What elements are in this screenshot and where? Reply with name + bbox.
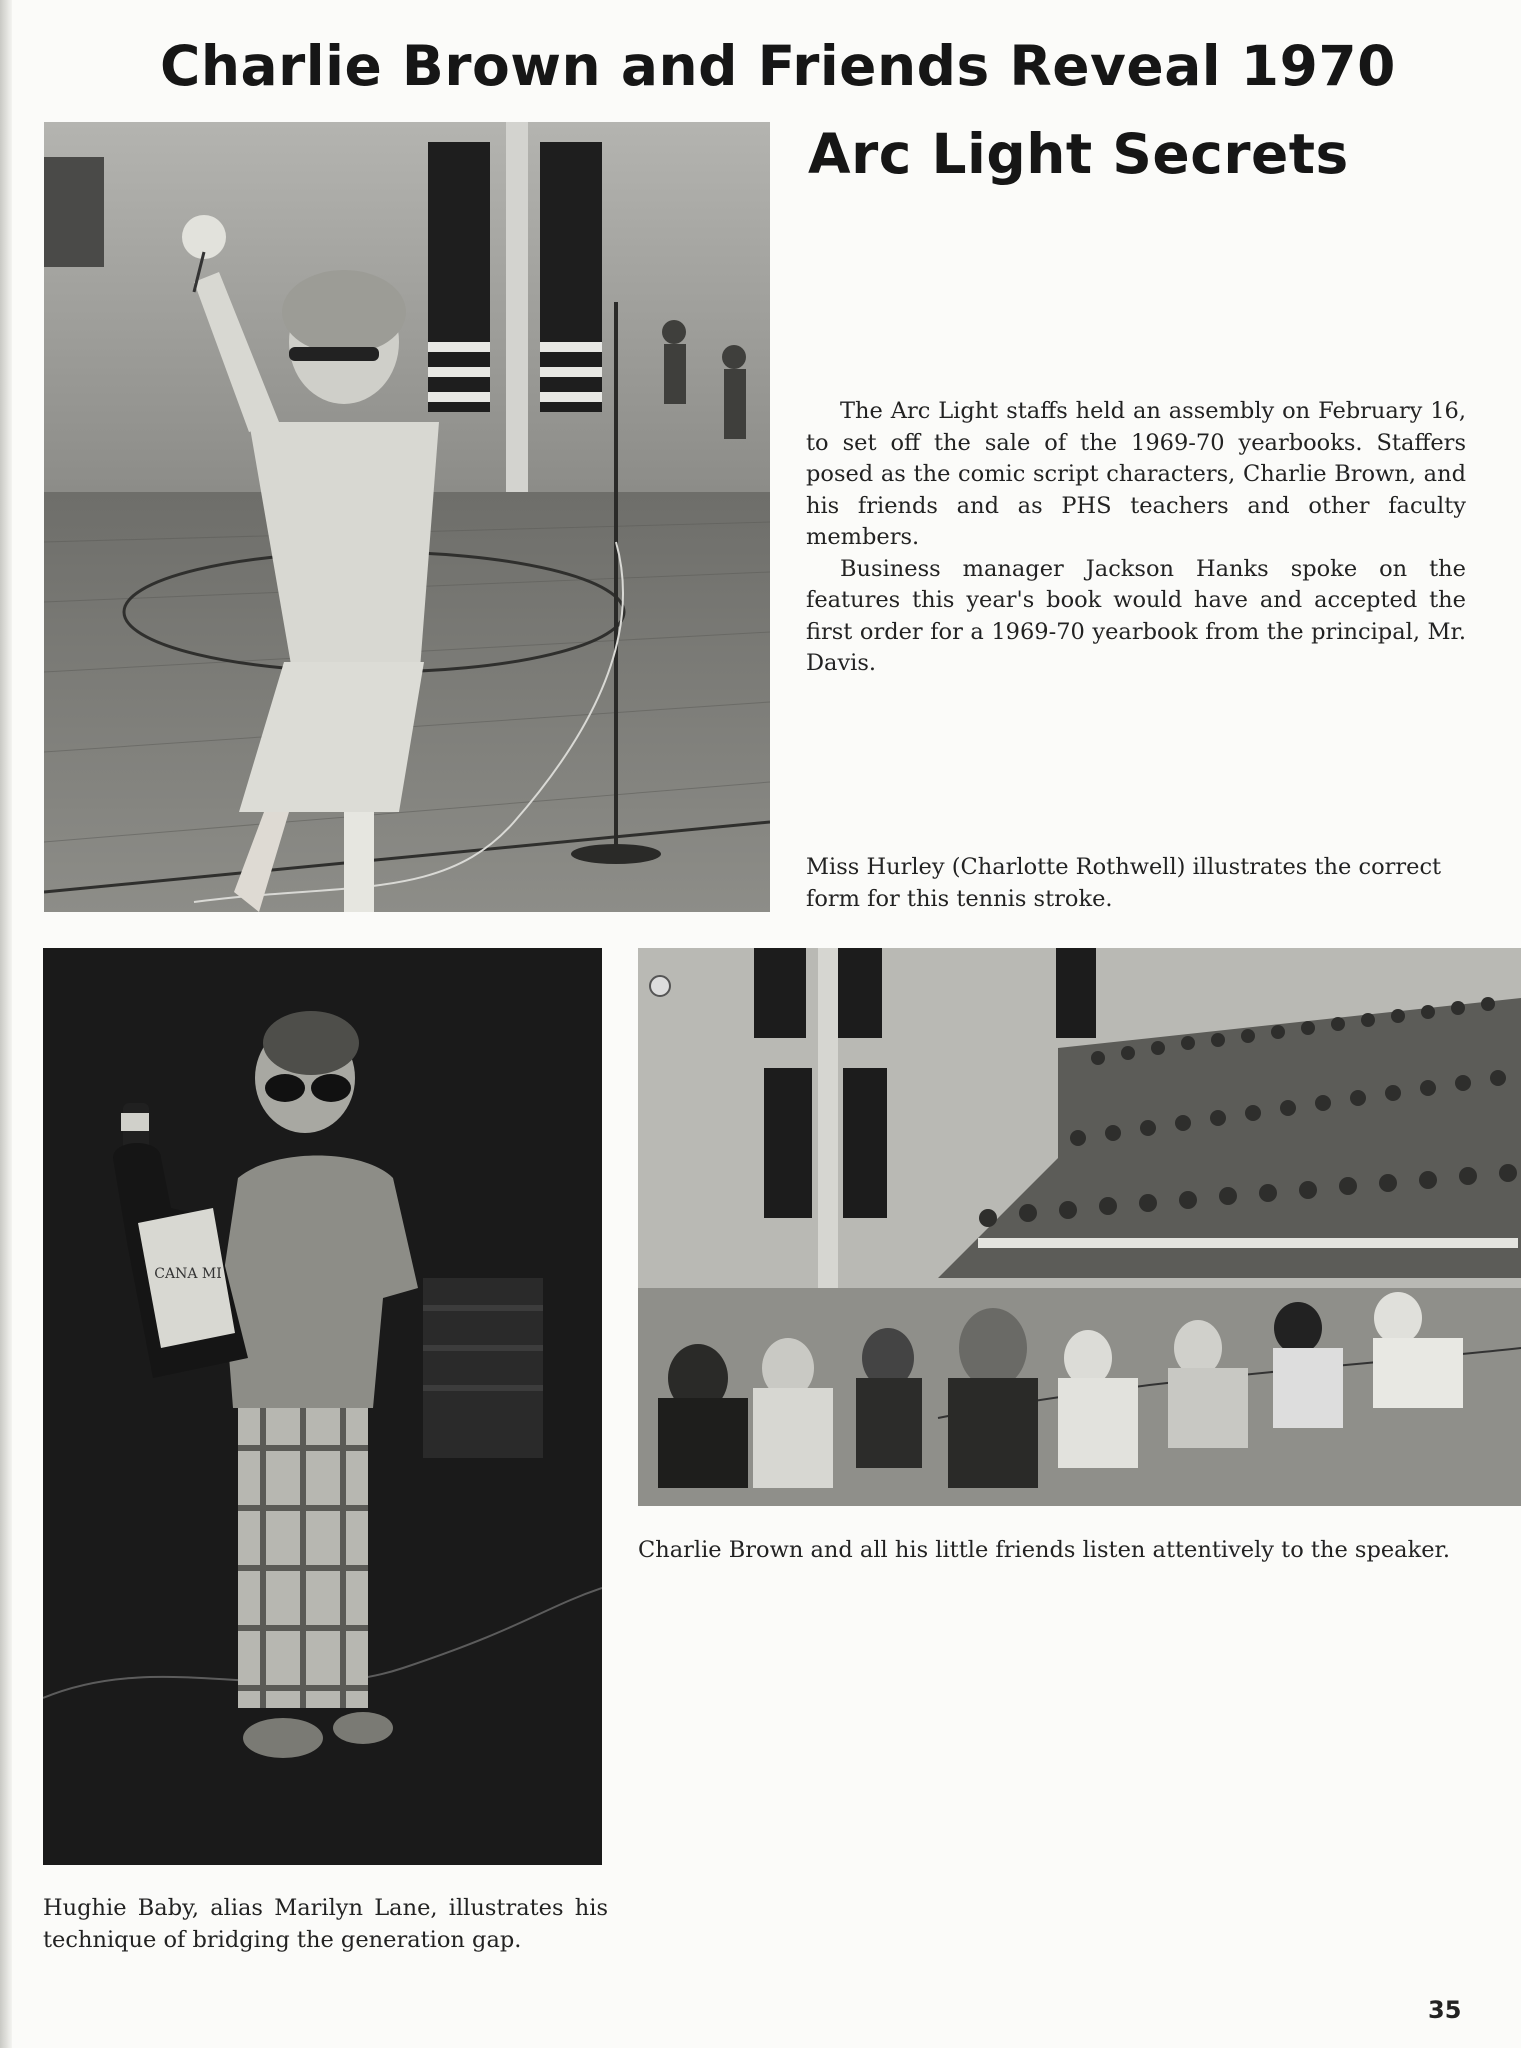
bottle-costume-photo bbox=[43, 948, 602, 1865]
bottle-label-text: CANA MI bbox=[154, 1266, 222, 1282]
intro-paragraph-1: The Arc Light staffs held an assembly on February 16, to set off the sale of the 1969-70 yearbooks. Staffers posed as the comic script characters, Charlie Brown, and his friends and as PHS teachers and other faculty members. bbox=[806, 398, 1466, 550]
assembly-audience-photo bbox=[638, 948, 1521, 1506]
page-title-line-1: Charlie Brown and Friends Reveal 1970 bbox=[160, 34, 1396, 98]
bottle-photo-caption: Hughie Baby, alias Marilyn Lane, illustrates his technique of bridging the generation gap. bbox=[43, 1895, 608, 1953]
assembly-photo-caption: Charlie Brown and all his little friends listen attentively to the speaker. bbox=[638, 1537, 1450, 1563]
page-binding-edge bbox=[0, 0, 12, 2048]
tennis-photo-caption: Miss Hurley (Charlotte Rothwell) illustrates the correct form for this tennis stroke. bbox=[806, 854, 1442, 912]
page-number: 35 bbox=[1428, 1996, 1462, 2024]
intro-article bbox=[806, 396, 1466, 680]
page-title-line-2: Arc Light Secrets bbox=[808, 122, 1349, 186]
tennis-stroke-photo bbox=[44, 122, 770, 912]
intro-paragraph-2: Business manager Jackson Hanks spoke on the features this year's book would have and accepted the first order for a 1969-70 yearbook from the principal, Mr. Davis. bbox=[806, 555, 1466, 676]
